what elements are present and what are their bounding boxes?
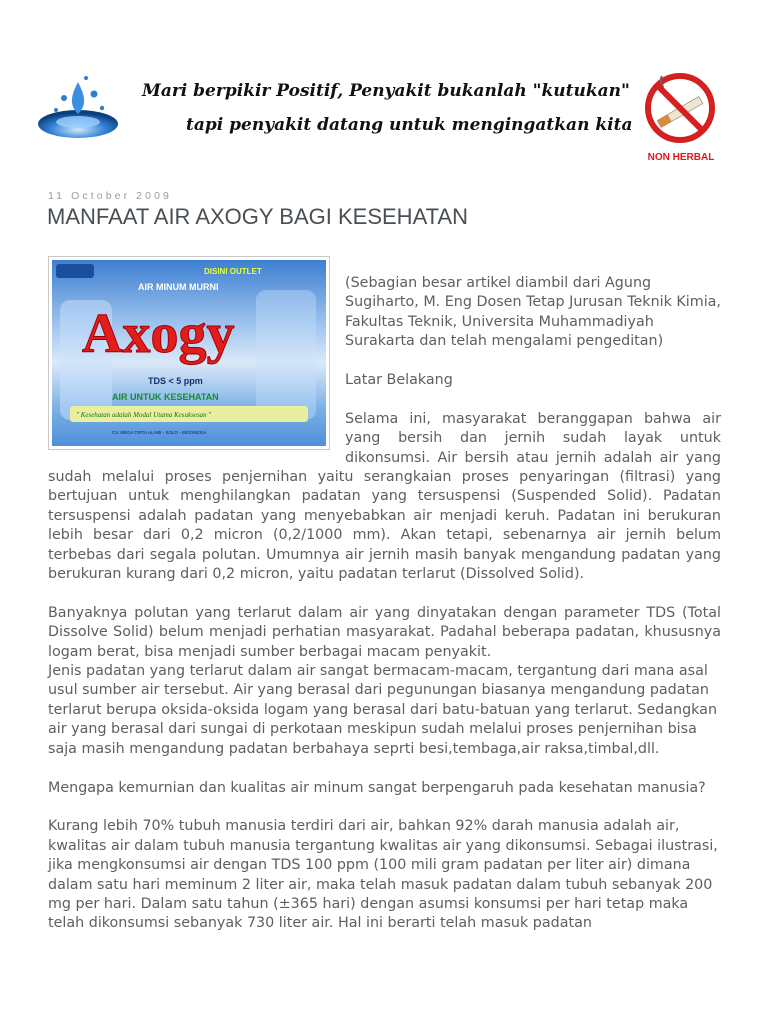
axogy-poster	[52, 260, 326, 446]
article-paragraph-intro: (Sebagian besar artikel diambil dari Agung Sugiharto, M. Eng Dosen Tetap Jurusan Teknik Kimia, Fakultas Teknik, Universita Muhammadiyah Surakarta dan telah mengalami pengeditan)	[345, 275, 721, 350]
product-image	[48, 256, 330, 450]
article-heading-background: Latar Belakang	[345, 372, 453, 389]
poster-line1-text: AIR MINUM MURNI	[138, 282, 219, 292]
article-paragraph-2: Banyaknya polutan yang terlarut dalam air yang dinyatakan dengan parameter TDS (Total Dissolve Solid) belum menjadi perhatian masyarakat. Padahal beberapa padatan, khususnya logam berat, bisa menjadi sumber berbagai macam penyakit.	[48, 604, 721, 660]
water-drop-logo-icon	[36, 64, 120, 148]
poster-bottle-shape-2	[256, 290, 316, 420]
header-banner	[36, 64, 726, 169]
poster-footer-text: CV. MEGA TIRTA ALAMI - SOLO - INDONESIA	[112, 430, 207, 435]
no-smoking-icon	[642, 68, 718, 144]
slogan	[142, 74, 642, 142]
article-paragraph-3: Jenis padatan yang terlarut dalam air sangat bermacam-macam, tergantung dari mana asal usul sumber air tersebut. Air yang berasal dari pegunungan biasanya mengandung padatan terlarut berupa oksida-oksida logam yang berasal dari batu-batuan yang terlarut. Sedangkan air yang berasal dari sungai di perkotaan meskipun sudah melalui proses penjernihan bisa saja masih mengandung padatan berbahaya seprti besi,tembaga,air raksa,timbal,dll.	[48, 663, 718, 757]
poster-outlet-text: DISINI OUTLET	[204, 267, 262, 276]
article-body	[48, 256, 721, 934]
slogan-line-2: tapi penyakit datang untuk mengingatkan kita	[186, 115, 633, 135]
axogy-poster-art	[52, 260, 326, 446]
poster-motto-text: " Kesehatan adalah Modal Utama Kesuksesan "	[76, 411, 212, 419]
post-title: MANFAAT AIR AXOGY BAGI KESEHATAN	[47, 204, 468, 229]
slogan-line-1: Mari berpikir Positif, Penyakit bukanlah "kutukan"	[142, 81, 630, 101]
article-paragraph-4: Kurang lebih 70% tubuh manusia terdiri dari air, bahkan 92% darah manusia adalah air, kwalitas air dalam tubuh manusia tergantung kwalitas air yang dikonsumsi. Sebagai ilustrasi, jika mengkonsumsi air dengan TDS 100 ppm (100 mili gram padatan per liter air) dimana dalam satu hari meminum 2 liter air, maka telah masuk padatan dalam tubuh sebanyak 200 mg per hari. Dalam satu tahun (±365 hari) dengan asumsi konsumsi per hari tetap maka telah dikonsumsi sebanyak 730 liter air. Hal ini berarti telah masuk padatan	[48, 818, 718, 932]
non-herbal-badge: NON HERBAL	[647, 152, 715, 163]
poster-line2-text: AIR UNTUK KESEHATAN	[112, 392, 219, 402]
poster-tds-text: TDS < 5 ppm	[148, 376, 203, 386]
poster-brand-text: Axogy	[82, 303, 235, 365]
post-date: 11 October 2009	[48, 190, 172, 202]
poster-logo-box	[56, 264, 94, 278]
article-paragraph-1: Selama ini, masyarakat beranggapan bahwa air yang bersih dan jernih sudah layak untuk dikonsumsi. Air bersih atau jernih adalah air yang sudah melalui proses penjernihan yaitu serangkaian proses penyaringan (filtrasi) yang bertujuan untuk menghilangkan padatan yang tersuspensi (Suspended Solid). Padatan tersuspensi adalah padatan yang menyebabkan air menjadi keruh. Padatan ini berukuran lebih besar dari 0,2 micron (0,2/1000 mm). Akan tetapi, sebenarnya air jernih belum terbebas dari segala polutan. Umumnya air jernih masih banyak mengandung padatan yang berukuran kurang dari 0,2 micron, yaitu padatan terlarut (Dissolved Solid).	[48, 410, 721, 583]
article-question: Mengapa kemurnian dan kualitas air minum sangat berpengaruh pada kesehatan manusia?	[48, 779, 706, 796]
